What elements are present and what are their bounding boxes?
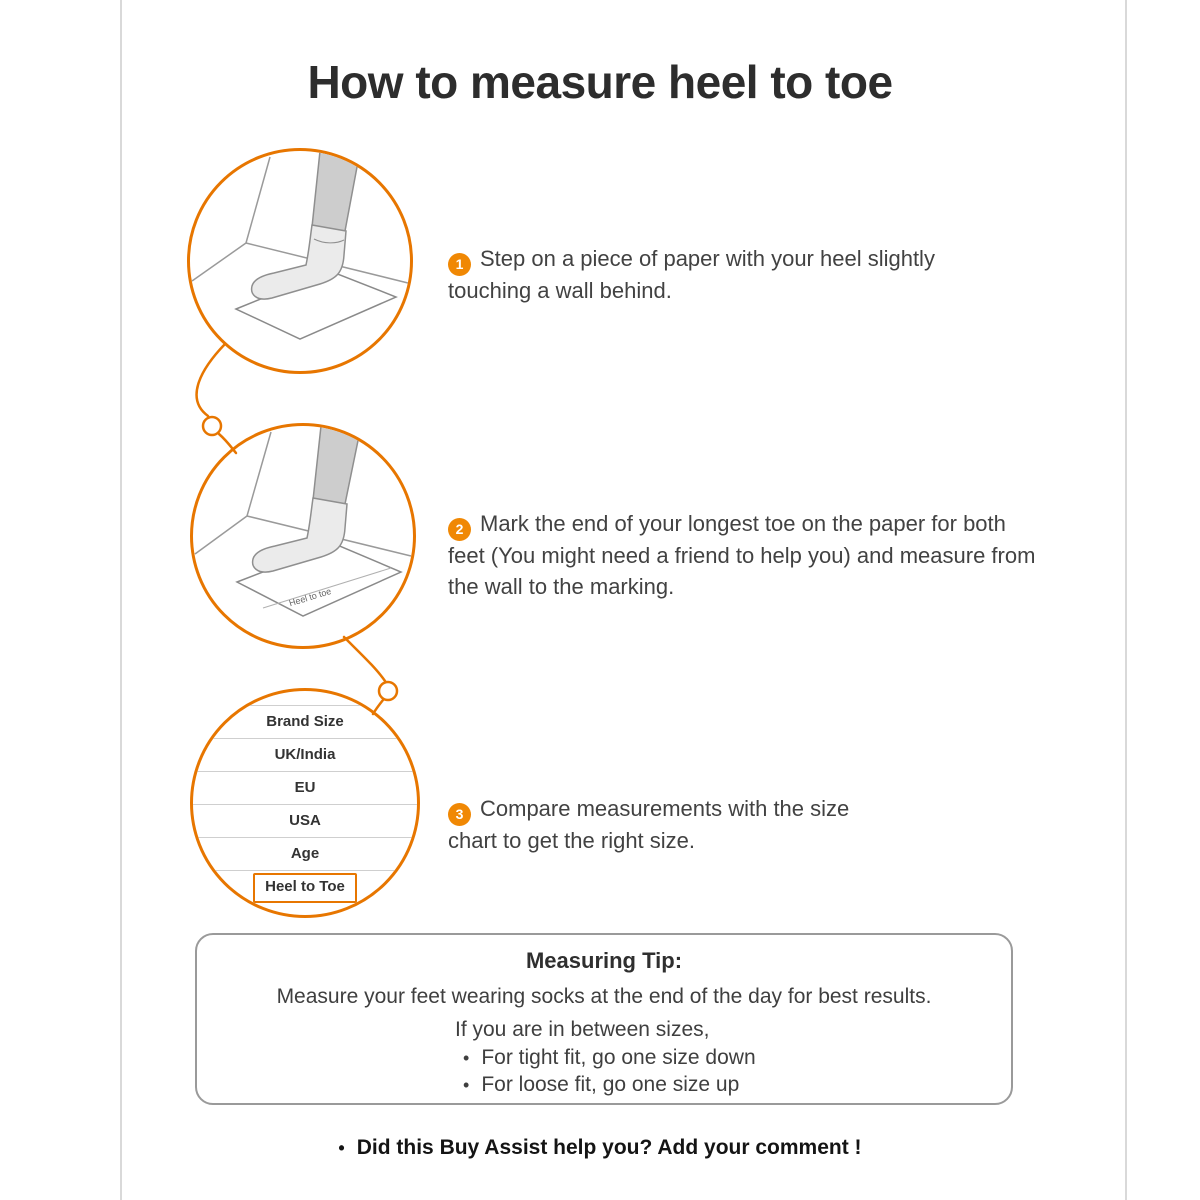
leg xyxy=(313,426,361,504)
step-2-text: Mark the end of your longest toe on the paper for both feet (You might need a friend to help you) and measure from the wall to the marking. xyxy=(448,511,1036,600)
step-3-text: Compare measurements with the size chart to get the right size. xyxy=(448,796,850,854)
step-2-number-badge: 2 xyxy=(448,518,471,541)
step-2-text-block xyxy=(448,509,1048,603)
measuring-tip-box xyxy=(195,933,1013,1105)
tip-bullet-row xyxy=(455,1073,1011,1097)
size-chart-row-eu: EU xyxy=(193,772,417,805)
paper-label: Heel to toe xyxy=(287,585,333,609)
measuring-tip-line1: Measure your feet wearing socks at the end of the day for best results. xyxy=(276,985,932,1008)
step-1-text-block xyxy=(448,244,948,307)
tip-bullet-2: For loose fit, go one size up xyxy=(481,1073,740,1096)
step-1-number-badge: 1 xyxy=(448,253,471,276)
step2-illustration-circle xyxy=(190,423,416,649)
connector-2-loop xyxy=(379,682,397,700)
measuring-tip-sub xyxy=(455,1018,1011,1097)
size-chart-circle xyxy=(190,688,420,918)
room-corner-lines xyxy=(192,157,408,283)
page-left-border xyxy=(120,0,122,1200)
step-3-number-badge: 3 xyxy=(448,803,471,826)
step1-illustration-circle xyxy=(187,148,413,374)
leg xyxy=(312,151,360,231)
page-right-border xyxy=(1125,0,1127,1200)
measuring-tip-title: Measuring Tip: xyxy=(525,948,683,973)
heel-to-toe-highlight: Heel to Toe xyxy=(253,873,357,903)
bullet-icon: • xyxy=(338,1138,345,1158)
size-chart-row-uk-india: UK/India xyxy=(193,739,417,772)
footer-text: Did this Buy Assist help you? Add your comment ! xyxy=(356,1136,862,1159)
tip-bullet-row xyxy=(455,1046,1011,1070)
page-title: How to measure heel to toe xyxy=(307,56,893,108)
step-1-text: Step on a piece of paper with your heel slightly touching a wall behind. xyxy=(448,246,935,304)
measuring-tip-line2: If you are in between sizes, xyxy=(455,1018,710,1041)
size-chart-rows xyxy=(193,705,417,903)
bullet-icon: • xyxy=(463,1048,470,1068)
size-chart-row-heel-to-toe xyxy=(193,871,417,903)
footer-note xyxy=(0,1136,1200,1160)
bullet-icon: • xyxy=(463,1075,470,1095)
foot-on-paper-illustration-2 xyxy=(193,426,413,646)
tip-bullet-1: For tight fit, go one size down xyxy=(481,1046,756,1069)
foot-on-paper-illustration-1 xyxy=(190,151,410,371)
size-chart-row-age: Age xyxy=(193,838,417,871)
step-3-text-block xyxy=(448,794,898,857)
size-chart-row-brand-size: Brand Size xyxy=(193,705,417,739)
room-corner-lines xyxy=(195,432,411,556)
size-chart-row-usa: USA xyxy=(193,805,417,838)
